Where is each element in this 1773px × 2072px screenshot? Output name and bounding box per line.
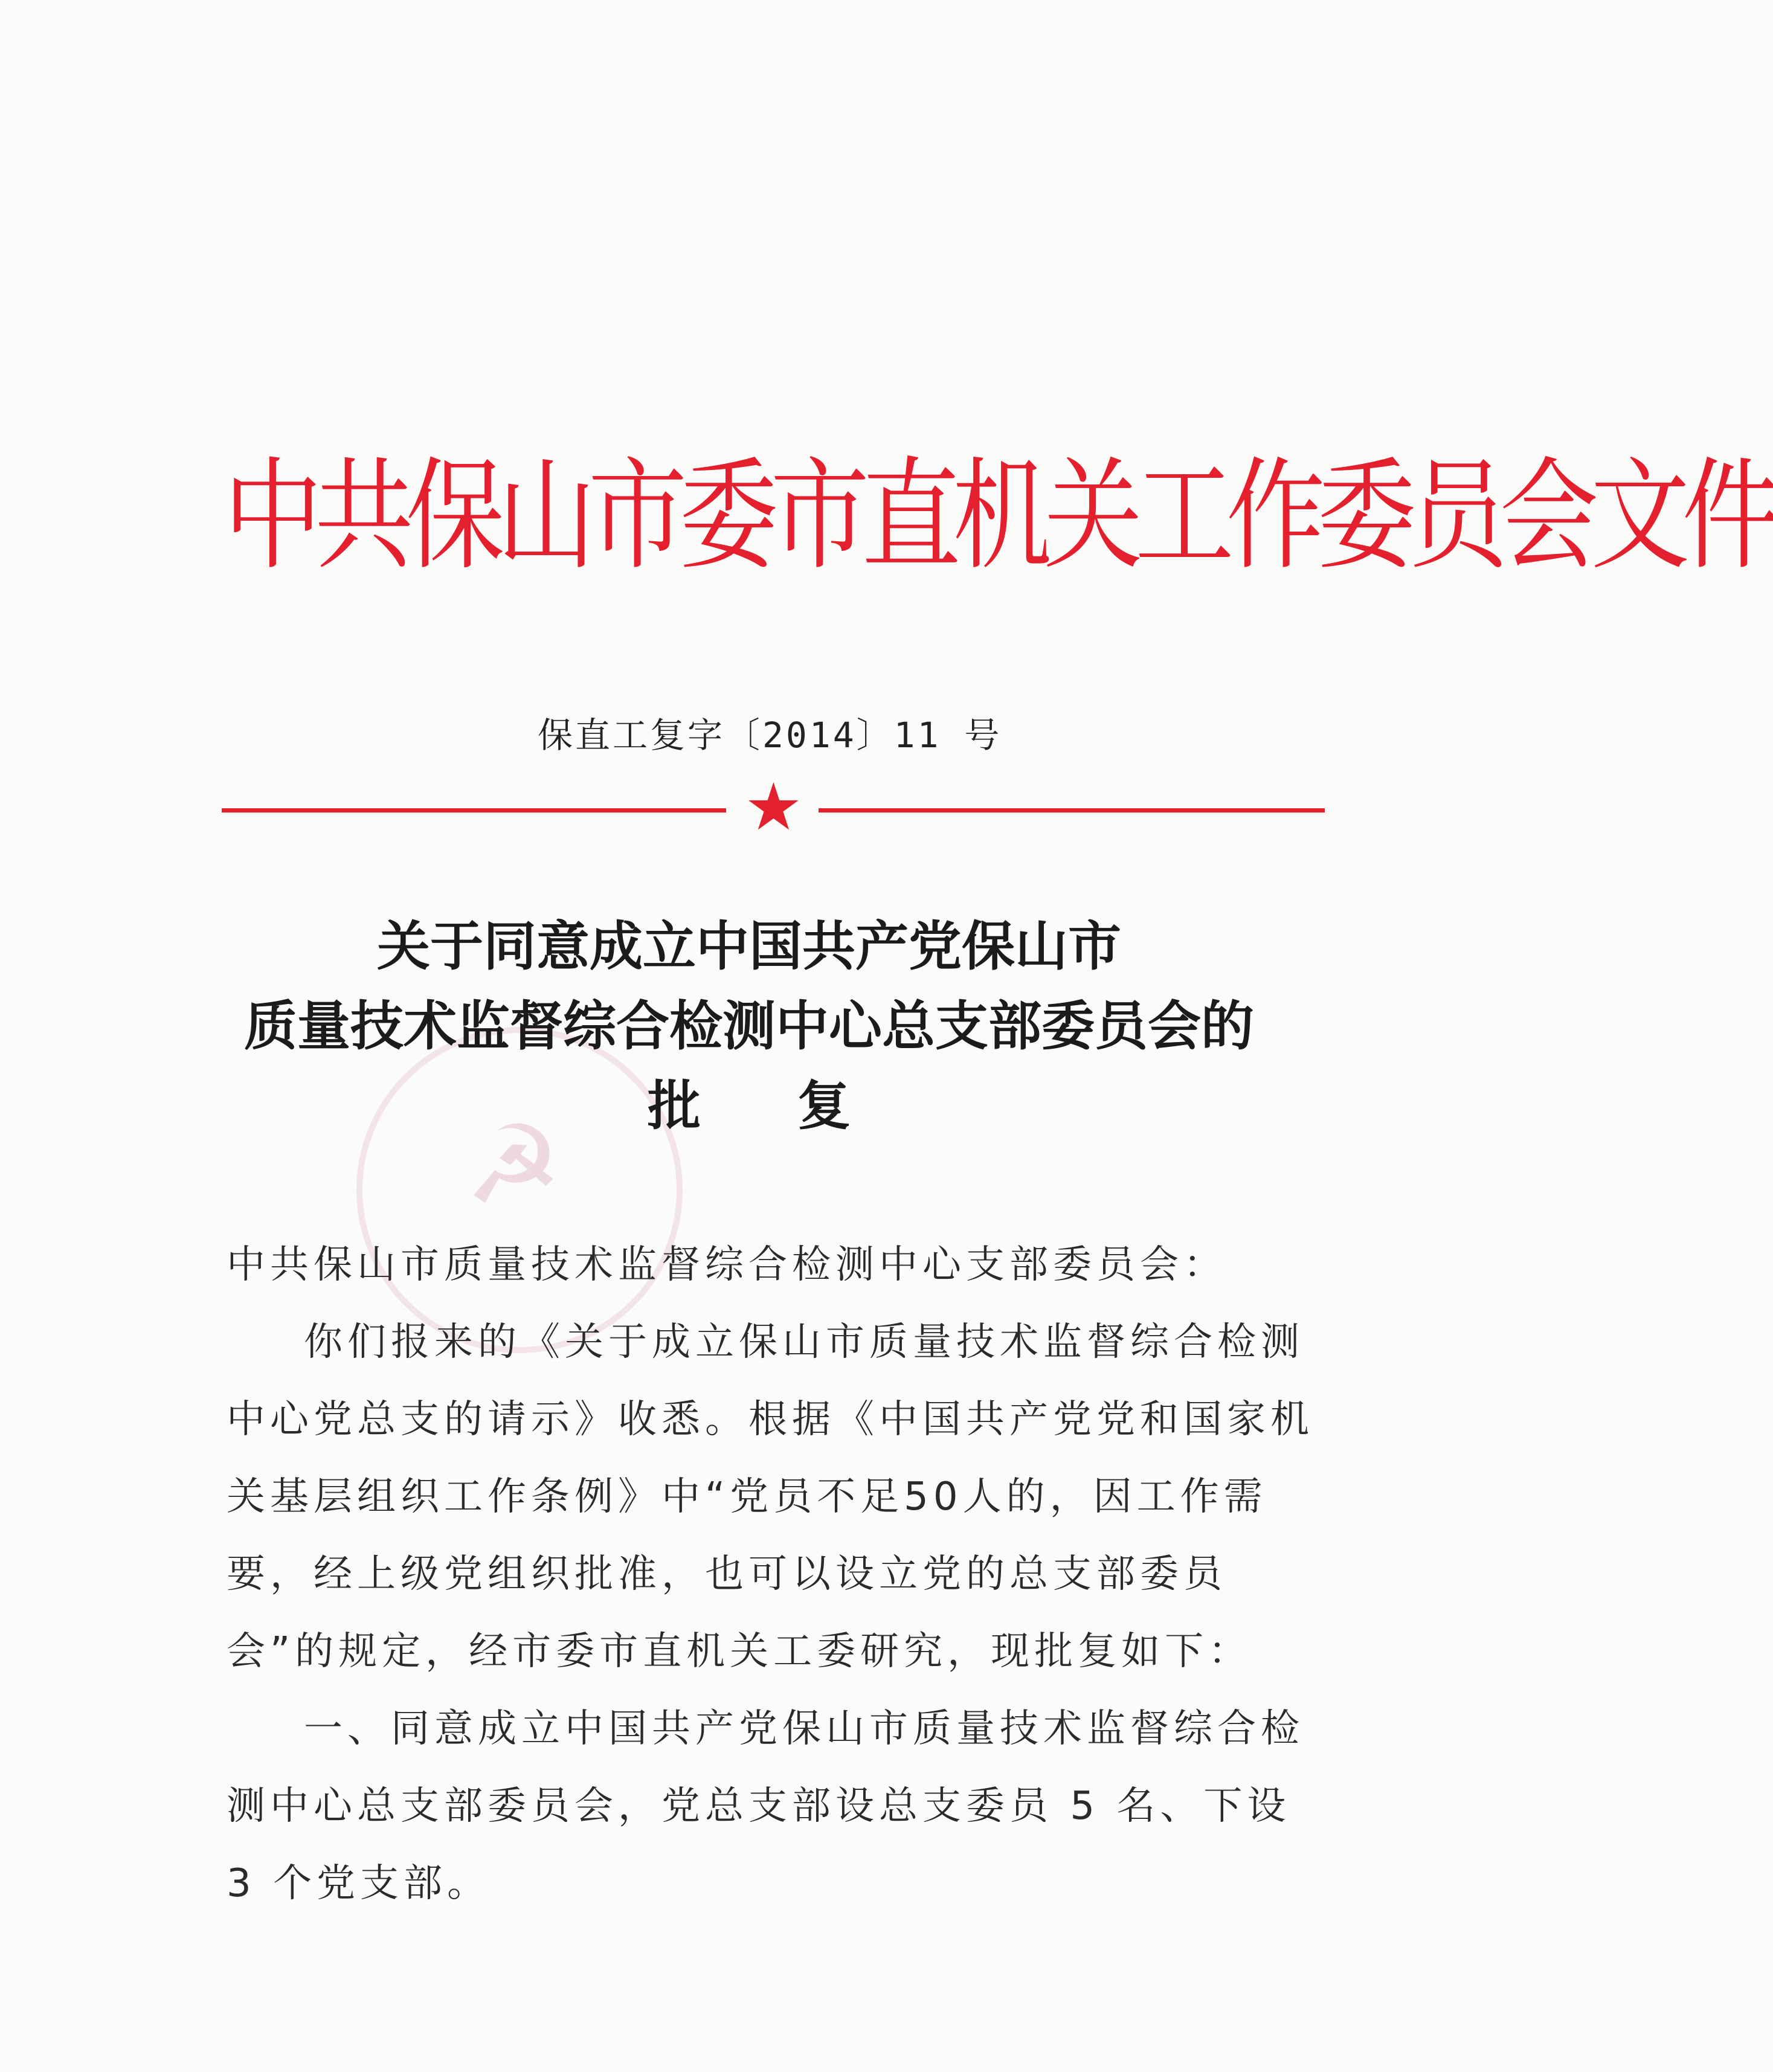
- issuing-authority-title: 中共保山市委市直机关工作委员会文件: [224, 446, 1773, 587]
- red-rule-left: [222, 808, 726, 812]
- document-title: [199, 906, 1299, 1145]
- title-line-2: 质量技术监督综合检测中心总支部委员会的: [243, 994, 1254, 1057]
- party-emblem-icon: ☭: [465, 1102, 562, 1229]
- star-icon: ★: [744, 770, 803, 845]
- document-number: 保直工复字〔2014〕11 号: [538, 715, 1002, 756]
- paragraph-1: 你们报来的《关于成立保山市质量技术监督综合检测中心党总支的请示》收悉。根据《中国共产党党和国家机关基层组织工作条例》中“党员不足50人的，因工作需要，经上级党组织批准，也可以设立党的总支部委员会”的规定，经市委市直机关工委研究，现批复如下：: [227, 1320, 1314, 1674]
- title-line-1: 关于同意成立中国共产党保山市: [376, 915, 1121, 977]
- title-line-3: 批复: [647, 1074, 947, 1137]
- red-rule-right: [819, 808, 1325, 812]
- document-body: [227, 1226, 1332, 1922]
- paragraph-2: 一、同意成立中国共产党保山市质量技术监督综合检测中心总支部委员会，党总支部设总支委员 5 名、下设 3 个党支部。: [227, 1707, 1304, 1906]
- salutation: 中共保山市质量技术监督综合检测中心支部委员会：: [227, 1243, 1227, 1287]
